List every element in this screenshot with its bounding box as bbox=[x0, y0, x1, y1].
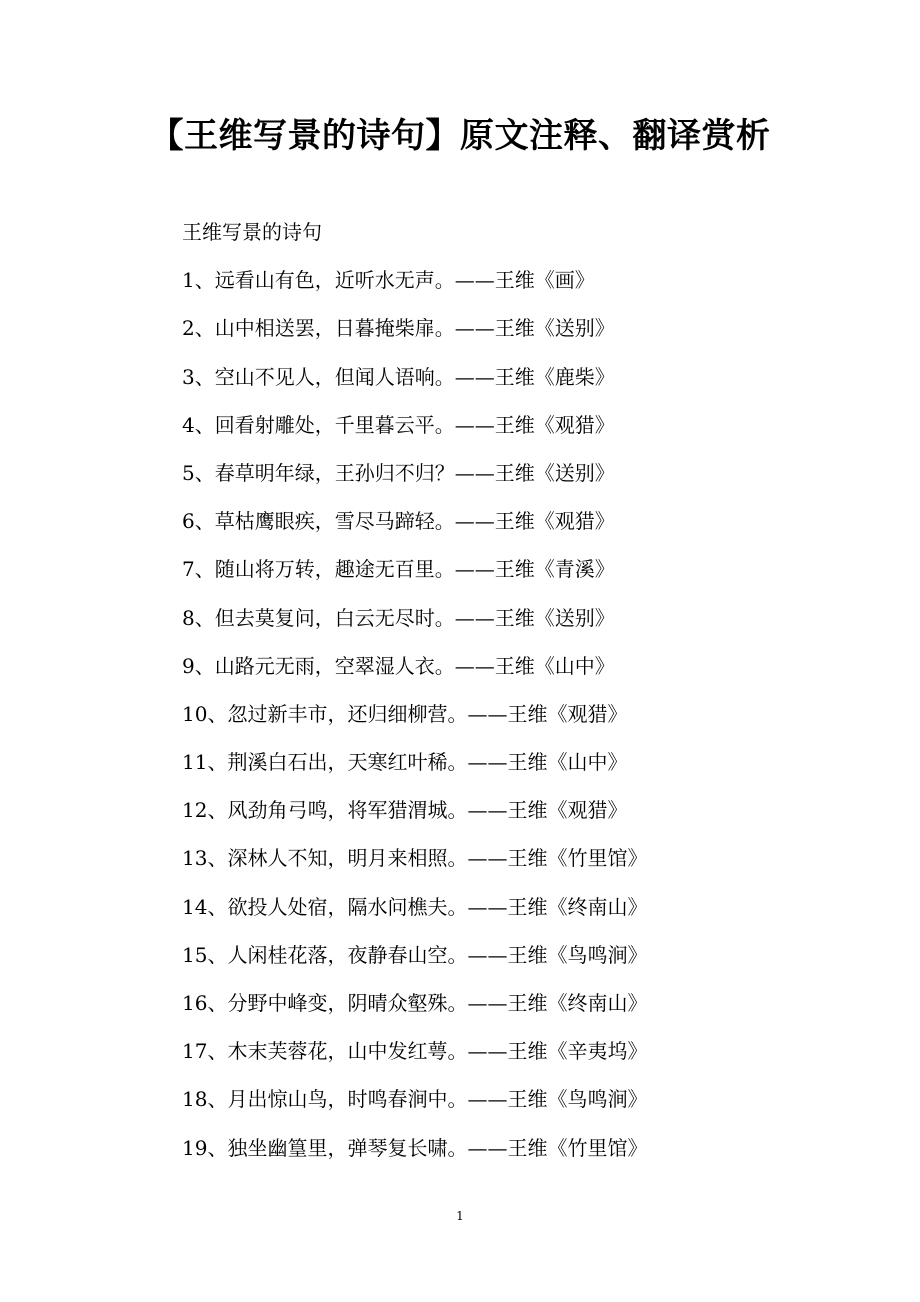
poem-line: 2、山中相送罢，日暮掩柴扉。——王维《送别》 bbox=[182, 316, 615, 341]
page-number: 1 bbox=[456, 1209, 464, 1223]
poem-line: 17、木末芙蓉花，山中发红萼。——王维《辛夷坞》 bbox=[182, 1039, 648, 1064]
document-body bbox=[182, 214, 802, 1178]
section-heading: 王维写景的诗句 bbox=[182, 220, 322, 244]
document-title: 【王维写景的诗句】原文注释、翻译赏析 bbox=[149, 116, 771, 156]
poem-line: 19、独坐幽篁里，弹琴复长啸。——王维《竹里馆》 bbox=[182, 1135, 648, 1160]
poem-line: 3、空山不见人，但闻人语响。——王维《鹿柴》 bbox=[182, 364, 615, 389]
poem-line: 7、随山将万转，趣途无百里。——王维《青溪》 bbox=[182, 557, 615, 582]
poem-line: 9、山路元无雨，空翠湿人衣。——王维《山中》 bbox=[182, 653, 615, 678]
poem-line: 6、草枯鹰眼疾，雪尽马蹄轻。——王维《观猎》 bbox=[182, 509, 615, 534]
poem-line: 8、但去莫复问，白云无尽时。——王维《送别》 bbox=[182, 605, 615, 630]
poem-line: 13、深林人不知，明月来相照。——王维《竹里馆》 bbox=[182, 846, 648, 871]
poem-line: 5、春草明年绿，王孙归不归？——王维《送别》 bbox=[182, 460, 615, 485]
poem-line: 10、忽过新丰市，还归细柳营。——王维《观猎》 bbox=[182, 701, 628, 726]
poem-line: 15、人闲桂花落，夜静春山空。——王维《鸟鸣涧》 bbox=[182, 942, 648, 967]
poem-line: 16、分野中峰变，阴晴众壑殊。——王维《终南山》 bbox=[182, 991, 648, 1015]
poem-line: 12、风劲角弓鸣，将军猎渭城。——王维《观猎》 bbox=[182, 798, 628, 823]
poem-line: 1、远看山有色，近听水无声。——王维《画》 bbox=[182, 268, 595, 293]
poem-line: 11、荆溪白石出，天寒红叶稀。——王维《山中》 bbox=[182, 750, 628, 775]
poem-line: 4、回看射雕处，千里暮云平。——王维《观猎》 bbox=[182, 412, 615, 437]
poem-line: 18、月出惊山鸟，时鸣春涧中。——王维《鸟鸣涧》 bbox=[182, 1087, 648, 1112]
poem-line: 14、欲投人处宿，隔水问樵夫。——王维《终南山》 bbox=[182, 894, 648, 919]
